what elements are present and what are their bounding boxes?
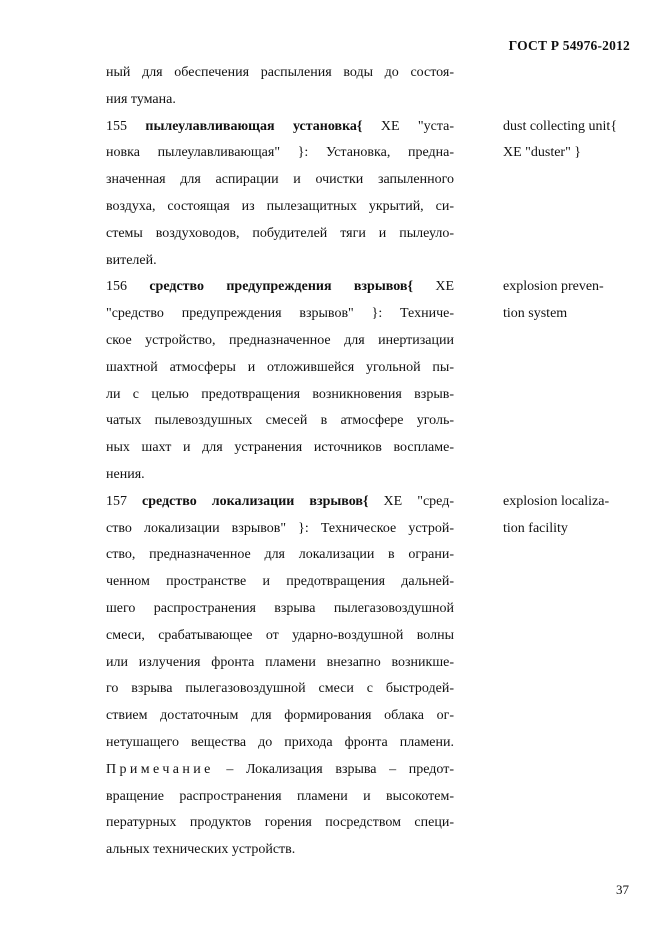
entry-term: пылеулавливающая установка: [145, 118, 357, 134]
english-line: XE "duster" }: [503, 145, 582, 161]
term-entry-155: [106, 114, 454, 275]
intro-line: ный для обеспечения распыления воды до состоя-: [106, 65, 454, 80]
entry-line: новка пылеулавливающая" }: Установка, предна-: [106, 145, 454, 161]
english-term-157: [503, 489, 643, 543]
entry-line: го взрыва пылегазовоздушной смеси с быстродей-: [106, 681, 454, 697]
english-term-156: [503, 274, 643, 328]
entry-line: нетушащего вещества до прихода фронта пламени.: [106, 734, 454, 750]
entry-line: стемы воздуховодов, побудителей тяги и пылеуло-: [106, 225, 454, 241]
note-label: Примечание: [106, 761, 214, 777]
entry-line: ствием достаточным для формирования облака ог-: [106, 708, 454, 724]
entry-first-rest: XE "сред-: [368, 493, 454, 509]
entry-line: вителей.: [106, 252, 157, 268]
entry-line: ченном пространстве и предотвращения дальней-: [106, 574, 454, 590]
entry-first-line: 157 средство локализации взрывов{ XE "сред-: [106, 493, 454, 509]
intro-line: ния тумана.: [106, 91, 176, 107]
entry-number: 156: [106, 279, 127, 295]
entry-number: 155: [106, 118, 127, 134]
english-line: tion system: [503, 306, 568, 322]
entry-line: ство локализации взрывов" }: Техническое устрой-: [106, 520, 454, 536]
term-entry-157: [106, 489, 454, 864]
note-line: пературных продуктов горения посредством специ-: [106, 815, 454, 831]
entry-line: шего распространения взрыва пылегазовоздушной: [106, 600, 454, 616]
entry-number: 157: [106, 493, 127, 509]
standard-header: ГОСТ Р 54976-2012: [508, 38, 630, 53]
entry-line: ское устройство, предназначенное для инертизации: [106, 332, 454, 348]
english-line: explosion localiza-: [503, 493, 610, 509]
entry-first-rest: XE: [413, 279, 454, 295]
entry-line: "средство предупреждения взрывов" }: Техниче-: [106, 306, 454, 322]
entry-term: средство локализации взрывов: [142, 493, 363, 509]
entry-line: шахтной атмосферы и отложившейся угольной пы-: [106, 359, 454, 375]
entry-line: ство, предназначенное для локализации в ограни-: [106, 547, 454, 563]
note-line: альных технических устройств.: [106, 842, 296, 858]
note-first-line: [106, 757, 454, 784]
entry-line: воздуха, состоящая из пылезащитных укрытий, си-: [106, 198, 454, 214]
english-line: dust collecting unit{: [503, 118, 618, 134]
entry-first-line: 155 пылеулавливающая установка{ XE "уста-: [106, 118, 454, 134]
term-entry-156: [106, 274, 454, 488]
entry-first-line: 156 средство предупреждения взрывов{ XE: [106, 279, 454, 295]
entry-line: значенная для аспирации и очистки запыленного: [106, 172, 454, 188]
page-number: 37: [616, 882, 629, 897]
english-line: explosion preven-: [503, 279, 604, 295]
entry-line: чатых пылевоздушных смесей в атмосфере уголь-: [106, 413, 454, 429]
entry-line: нения.: [106, 466, 145, 482]
english-term-155: [503, 114, 643, 168]
note-first-rest: – Локализация взрыва – предот-: [213, 761, 454, 777]
entry-term: средство предупреждения взрывов: [149, 279, 408, 295]
entry-first-rest: XE "уста-: [362, 118, 454, 134]
intro-block: [106, 60, 454, 114]
entry-line: ных шахт и для устранения источников воспламе-: [106, 440, 454, 456]
note-line: вращение распространения пламени и высокотем-: [106, 788, 454, 804]
entry-line: смеси, срабатывающее от ударно-воздушной волны: [106, 627, 454, 643]
entry-line: или излучения фронта пламени внезапно возникше-: [106, 654, 454, 670]
entry-line: ли с целью предотвращения возникновения взрыв-: [106, 386, 454, 402]
english-line: tion facility: [503, 520, 568, 536]
